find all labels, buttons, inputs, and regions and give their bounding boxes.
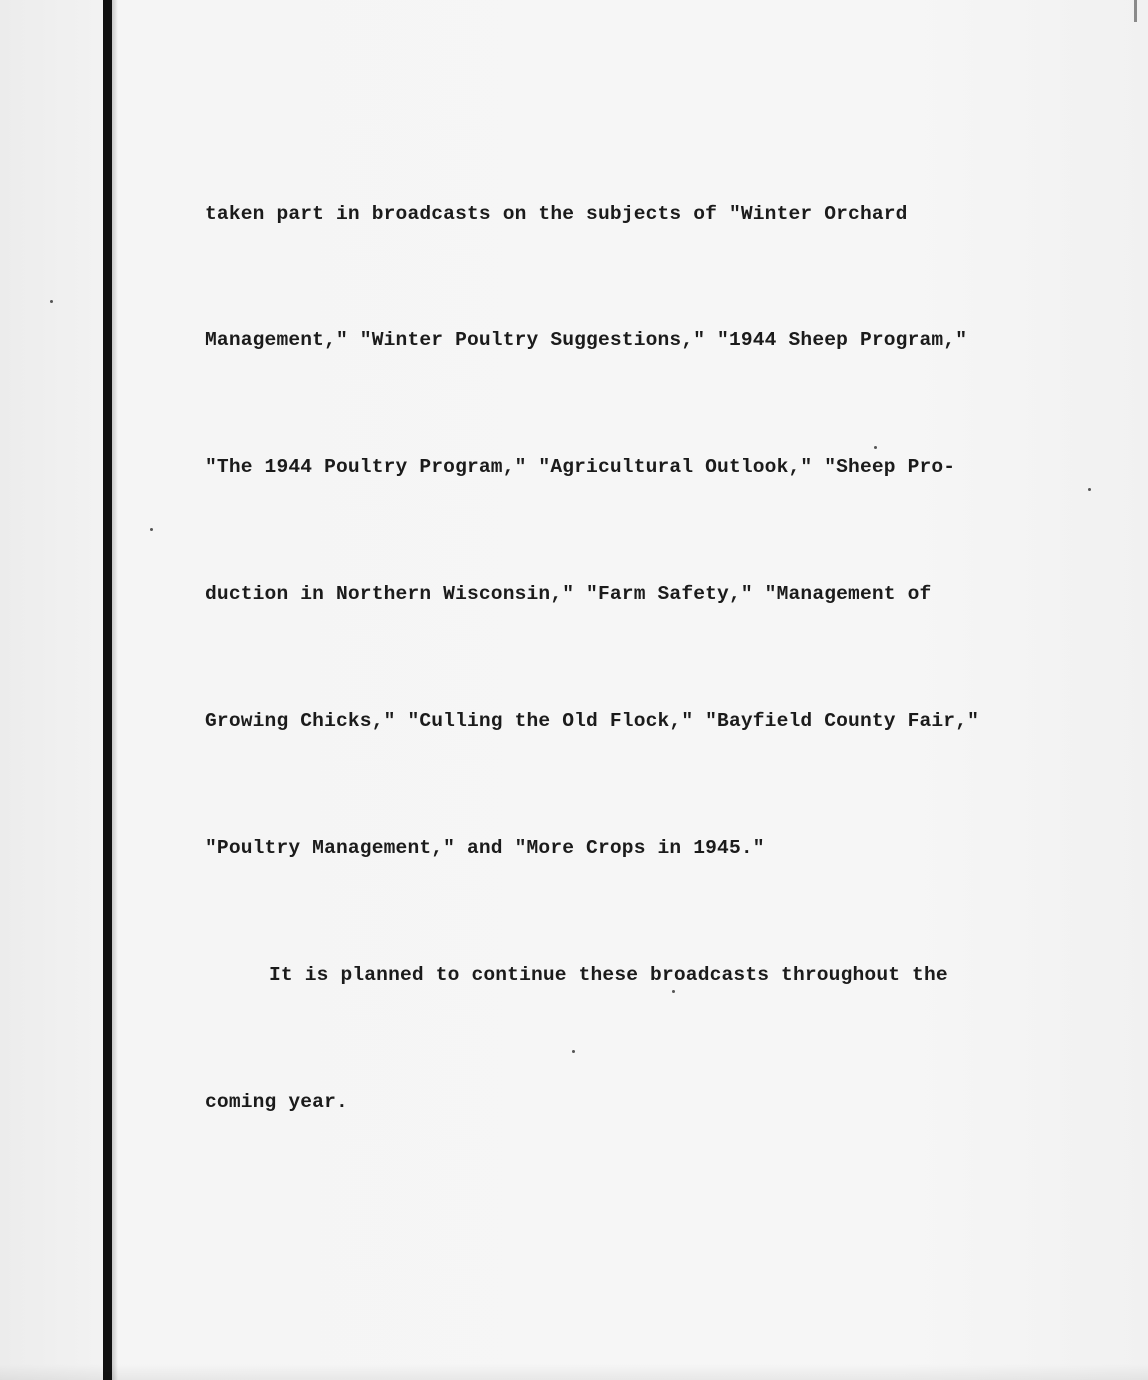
text-line: Growing Chicks," "Culling the Old Flock," "Bayfield County Fair,"	[205, 710, 980, 733]
text-line: "Poultry Management," and "More Crops in 1945."	[205, 837, 765, 860]
scan-speck	[150, 528, 153, 531]
scan-bottom-edge	[0, 1364, 1148, 1380]
binding-shadow	[112, 0, 118, 1380]
text-line: It is planned to continue these broadcasts throughout the	[269, 963, 948, 986]
text-line: coming year.	[205, 1090, 348, 1113]
text-line: "The 1944 Poultry Program," "Agricultural Outlook," "Sheep Pro-	[205, 456, 956, 479]
scan-mark	[1134, 0, 1137, 22]
scan-speck	[50, 300, 53, 303]
scan-margin	[0, 0, 100, 1380]
text-line: taken part in broadcasts on the subjects of "Winter Orchard	[205, 202, 908, 225]
binding-edge	[103, 0, 112, 1380]
text-line: Management," "Winter Poultry Suggestions," "1944 Sheep Program,"	[205, 329, 968, 352]
text-line: duction in Northern Wisconsin," "Farm Safety," "Management of	[205, 583, 932, 606]
scan-speck	[1088, 488, 1091, 491]
document-text	[205, 108, 1045, 1208]
